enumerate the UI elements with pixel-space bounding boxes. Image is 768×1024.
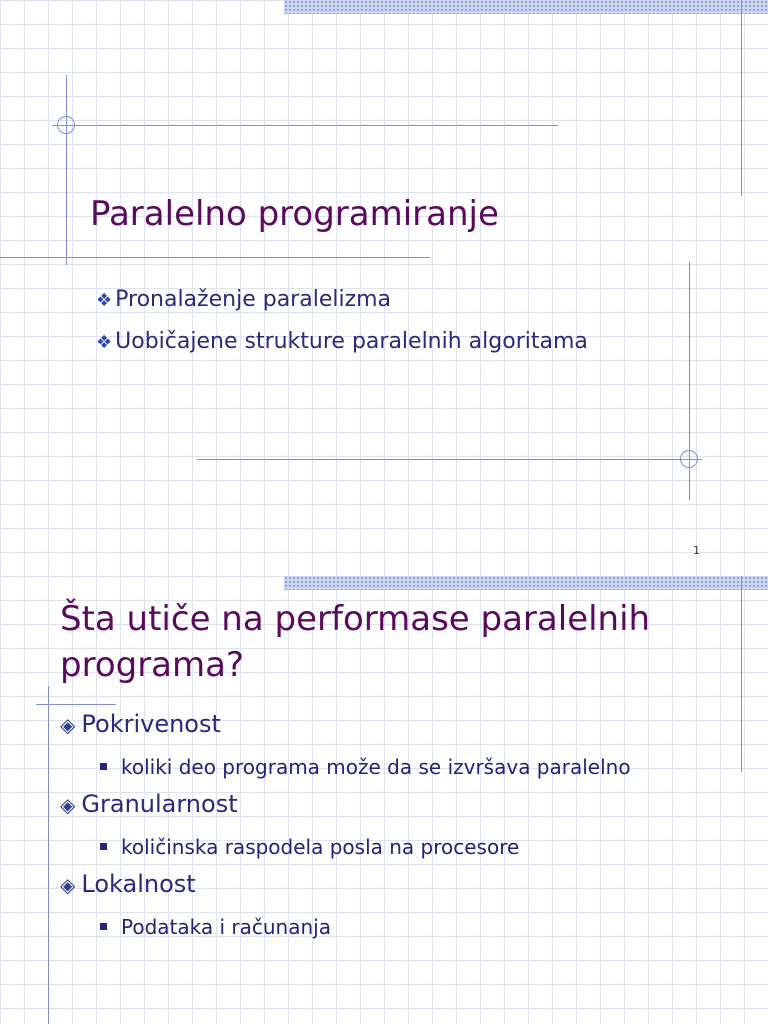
point-sub: količinska raspodela posla na procesore xyxy=(121,835,520,859)
decor-vertical-line xyxy=(48,686,49,1024)
point-label: Granularnost xyxy=(81,790,238,818)
decor-vertical-line xyxy=(66,75,67,265)
slide-title xyxy=(60,596,760,688)
list-item xyxy=(60,870,196,898)
list-item xyxy=(60,790,238,818)
page-number: 1 xyxy=(693,544,700,557)
title-line: Šta utiče na performase paralelnih xyxy=(60,599,651,639)
title-line: programa? xyxy=(60,645,245,685)
list-item xyxy=(100,915,331,939)
list-item xyxy=(100,755,631,779)
crosshair-circle-icon xyxy=(57,116,75,134)
four-diamond-icon: ❖ xyxy=(96,332,113,353)
dotted-header-bar xyxy=(284,0,768,14)
decor-horizontal-line xyxy=(52,125,558,126)
diamond-bullet-icon: ◈ xyxy=(60,793,76,817)
bullet-list xyxy=(96,285,588,369)
crosshair-circle-icon xyxy=(680,450,698,468)
slide-separator xyxy=(0,512,768,576)
bullet-text: Pronalaženje paralelizma xyxy=(115,287,392,312)
point-label: Lokalnost xyxy=(81,870,196,898)
slide-title: Paralelno programiranje xyxy=(90,194,499,234)
diamond-bullet-icon: ◈ xyxy=(60,713,76,737)
decor-horizontal-line xyxy=(197,459,702,460)
dotted-header-bar xyxy=(284,576,768,590)
list-item xyxy=(100,835,519,859)
decor-horizontal-line xyxy=(0,257,430,258)
list-item xyxy=(96,285,588,327)
point-sub: Podataka i računanja xyxy=(121,915,331,939)
decor-vertical-line xyxy=(741,0,742,196)
bullet-text: Uobičajene strukture paralelnih algoritama xyxy=(115,329,588,354)
slide-2 xyxy=(0,576,768,1024)
list-item xyxy=(96,327,588,369)
square-bullet-icon xyxy=(100,763,107,770)
square-bullet-icon xyxy=(100,923,107,930)
list-item xyxy=(60,710,221,738)
square-bullet-icon xyxy=(100,843,107,850)
four-diamond-icon: ❖ xyxy=(96,290,113,311)
diamond-bullet-icon: ◈ xyxy=(60,873,76,897)
point-label: Pokrivenost xyxy=(81,710,221,738)
point-sub: koliki deo programa može da se izvršava paralelno xyxy=(121,755,631,779)
